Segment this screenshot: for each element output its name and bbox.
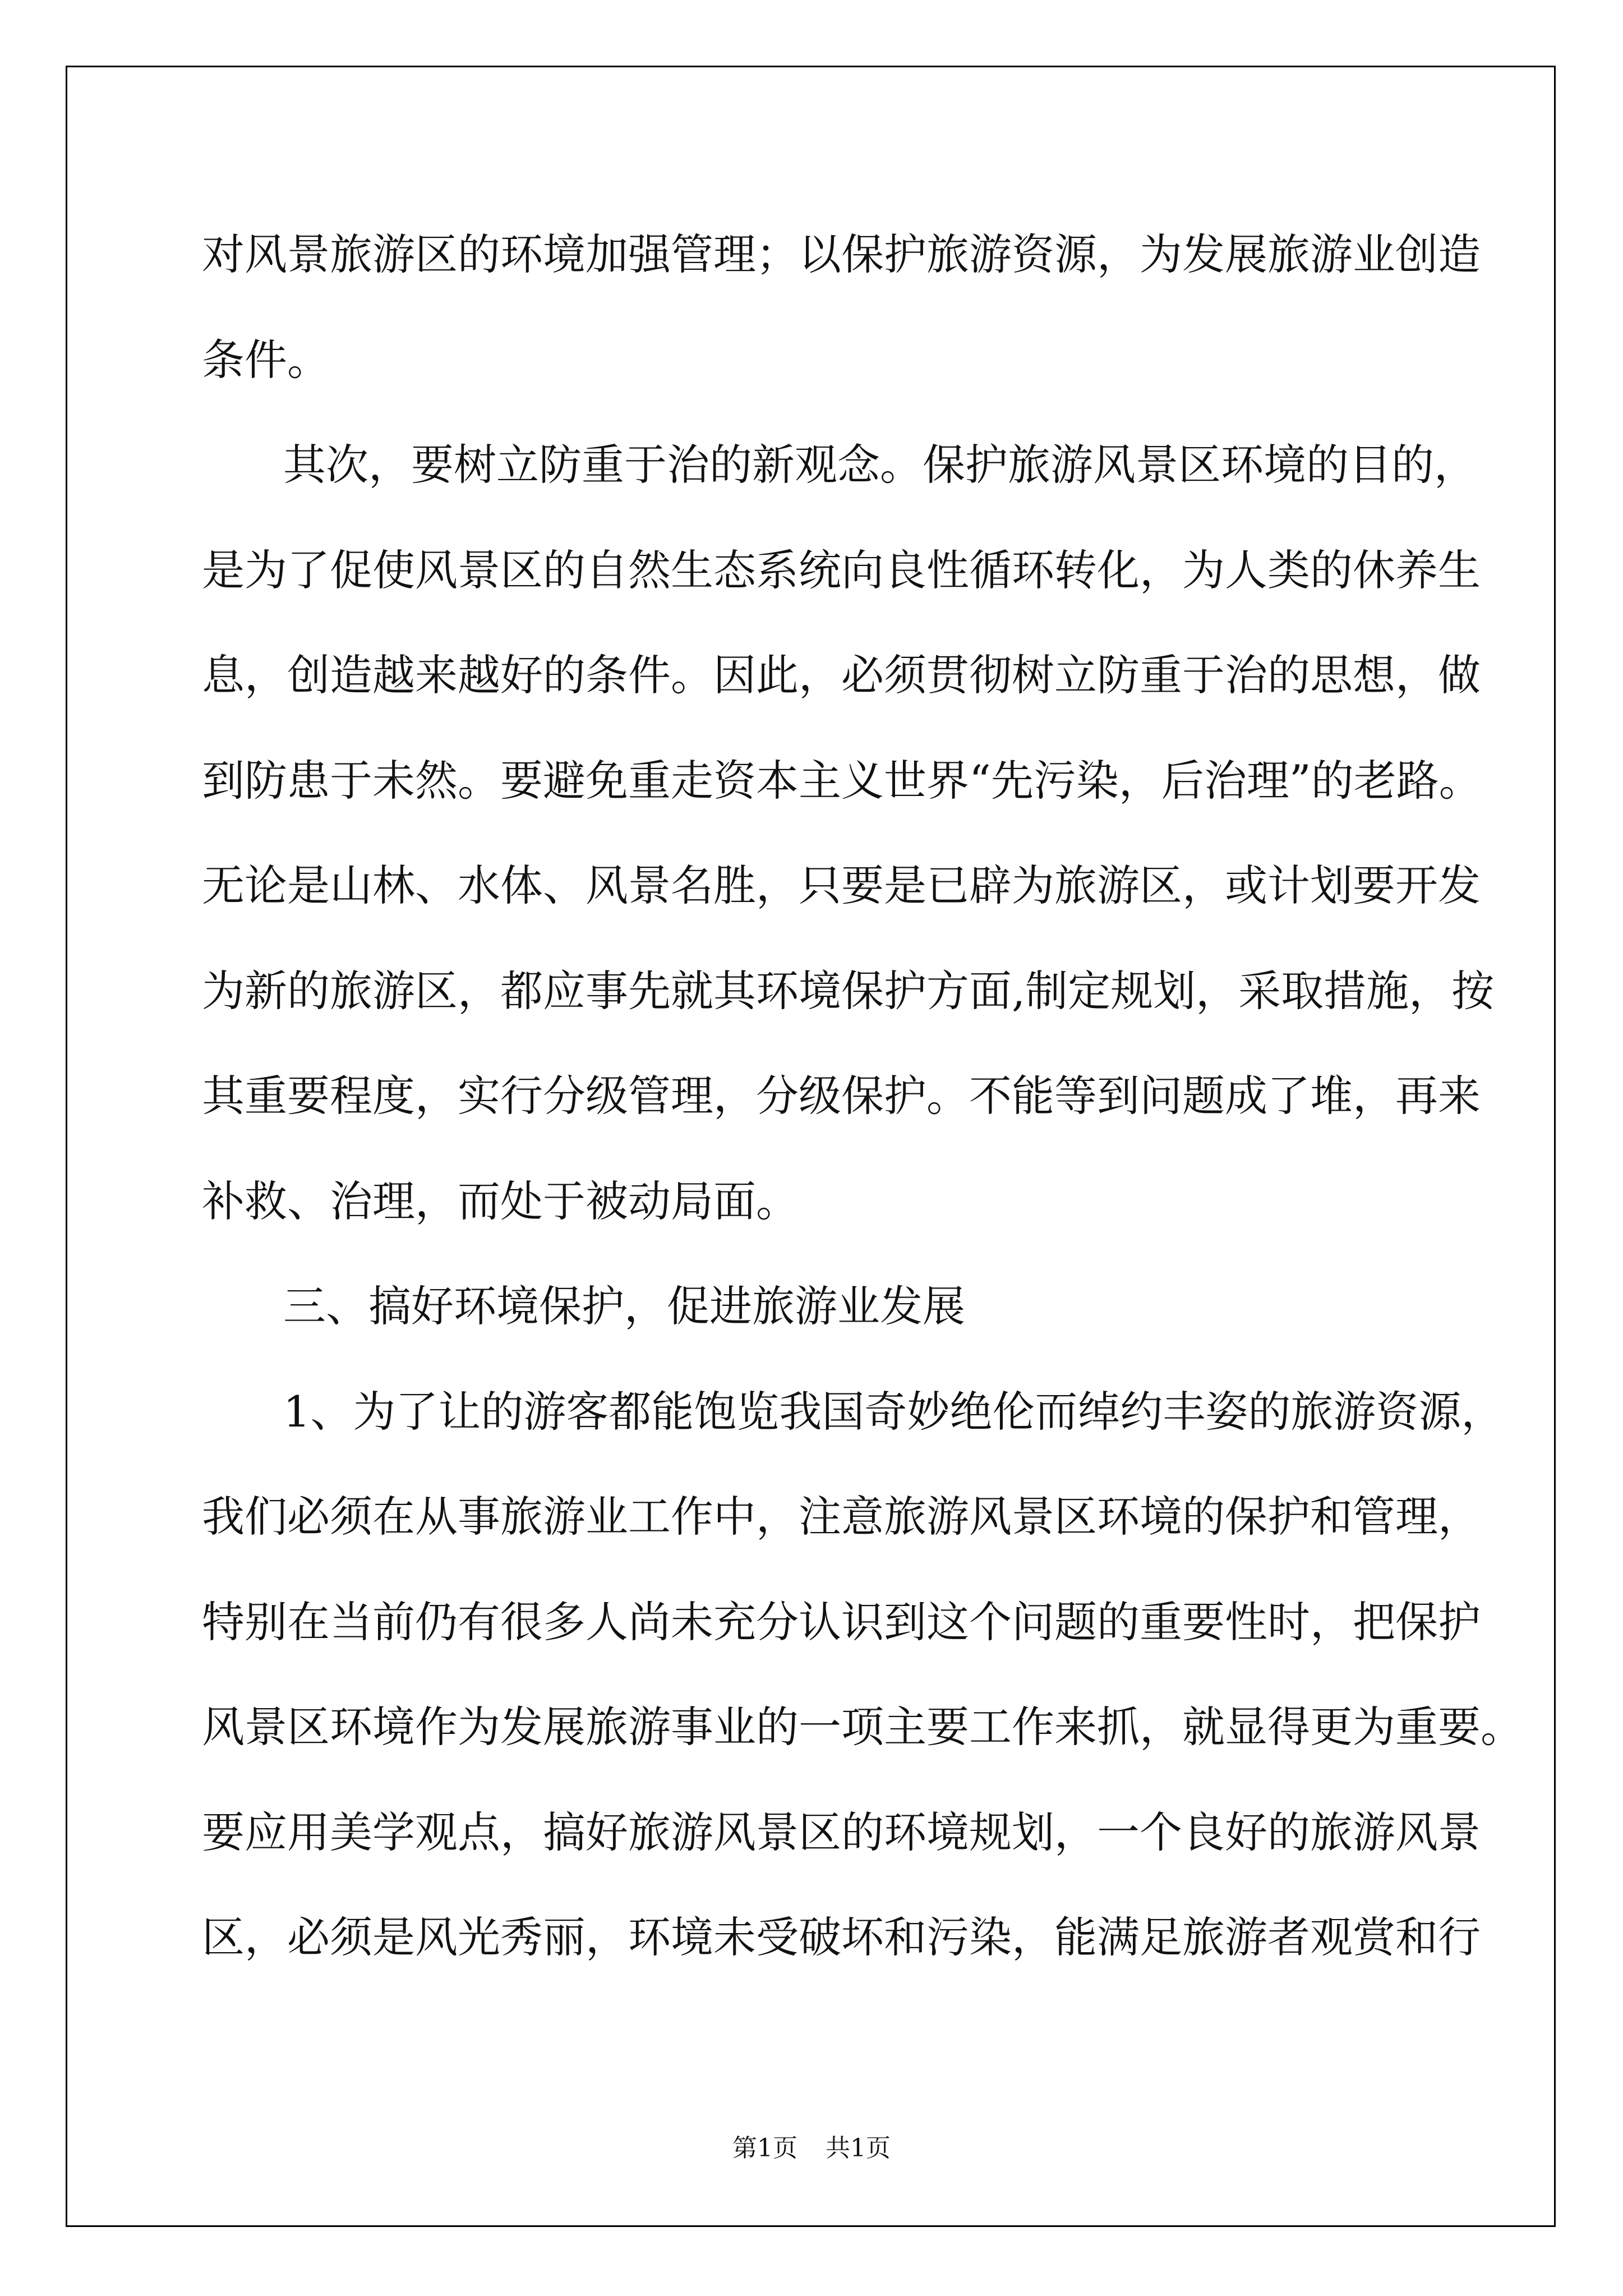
text-line: 条件。 <box>202 334 330 385</box>
section-heading: 三、搞好环境保护，促进旅游业发展 <box>283 1281 965 1331</box>
text-line: 是为了促使风景区的自然生态系统向良性循环转化，为人类的休养生 <box>202 545 1481 595</box>
text-line: 补救、治理，而处于被动局面。 <box>202 1176 799 1226</box>
text-line: 无论是山林、水体、风景名胜，只要是已辟为旅游区，或计划要开发 <box>202 861 1481 910</box>
document-body <box>202 202 1523 1990</box>
text-line: 为新的旅游区，都应事先就其环境保护方面,制定规划，采取措施，按 <box>202 965 1495 1016</box>
text-line: 要应用美学观点，搞好旅游风景区的环境规划，一个良好的旅游风景 <box>202 1807 1481 1857</box>
text-line: 我们必须在从事旅游业工作中，注意旅游风景区环境的保护和管理， <box>202 1492 1481 1542</box>
paragraph-start-line: 1、为了让的游客都能饱览我国奇妙绝伦而绰约丰姿的旅游资源， <box>283 1386 1504 1437</box>
text-line: 风景区环境作为发展旅游事业的一项主要工作来抓，就显得更为重要。 <box>202 1702 1523 1752</box>
page-total: 共1页 <box>826 2134 891 2162</box>
text-line: 对风景旅游区的环境加强管理；以保护旅游资源，为发展旅游业创造 <box>202 229 1481 279</box>
text-line: 区，必须是风光秀丽，环境未受破坏和污染，能满足旅游者观赏和行 <box>202 1912 1481 1962</box>
text-line: 特别在当前仍有很多人尚未充分认识到这个问题的重要性时，把保护 <box>202 1596 1481 1647</box>
text-line: 息，创造越来越好的条件。因此，必须贯彻树立防重于治的思想，做 <box>202 650 1481 700</box>
page-footer <box>0 2132 1623 2165</box>
text-line: 到防患于未然。要避免重走资本主义世界“先污染，后治理”的老路。 <box>202 755 1482 806</box>
page-number: 第1页 <box>732 2134 797 2162</box>
text-line: 其重要程度，实行分级管理，分级保护。不能等到问题成了堆，再来 <box>202 1071 1481 1121</box>
paragraph-start-line: 其次，要树立防重于治的新观念。保护旅游风景区环境的目的， <box>283 440 1477 490</box>
